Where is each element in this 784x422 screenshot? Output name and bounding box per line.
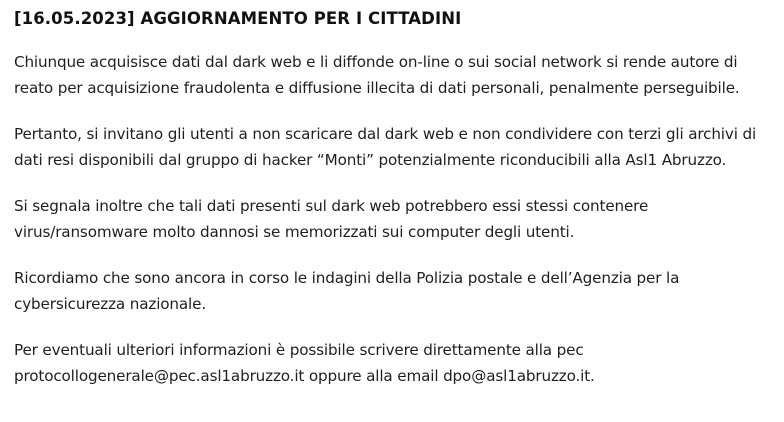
paragraph-line: virus/ransomware molto dannosi se memorizzati sui computer degli utenti. — [14, 223, 575, 241]
paragraph-line: reato per acquisizione fraudolenta e diffusione illecita di dati personali, penalmente perseguibile. — [14, 79, 740, 97]
paragraph-line: Chiunque acquisisce dati dal dark web e li diffonde on-line o sui social network si rende autore di — [14, 53, 738, 71]
paragraph-line: dati resi disponibili dal gruppo di hacker “Monti” potenzialmente riconducibili alla Asl1 Abruzzo. — [14, 151, 727, 169]
article-paragraph — [14, 121, 770, 173]
article-paragraph — [14, 193, 770, 245]
article-paragraph — [14, 49, 770, 101]
article-paragraph — [14, 337, 770, 389]
paragraph-line: Si segnala inoltre che tali dati presenti sul dark web potrebbero essi stessi contenere — [14, 197, 649, 215]
article-title: [16.05.2023] AGGIORNAMENTO PER I CITTADINI — [14, 9, 462, 28]
paragraph-line: Pertanto, si invitano gli utenti a non scaricare dal dark web e non condividere con terzi gli archivi di — [14, 125, 757, 143]
article-paragraph — [14, 265, 770, 317]
paragraph-line: protocollogenerale@pec.asl1abruzzo.it oppure alla email dpo@asl1abruzzo.it. — [14, 367, 595, 385]
paragraph-line: cybersicurezza nazionale. — [14, 295, 206, 313]
paragraph-line: Ricordiamo che sono ancora in corso le indagini della Polizia postale e dell’Agenzia per la — [14, 269, 680, 287]
paragraph-line: Per eventuali ulteriori informazioni è possibile scrivere direttamente alla pec — [14, 341, 584, 359]
